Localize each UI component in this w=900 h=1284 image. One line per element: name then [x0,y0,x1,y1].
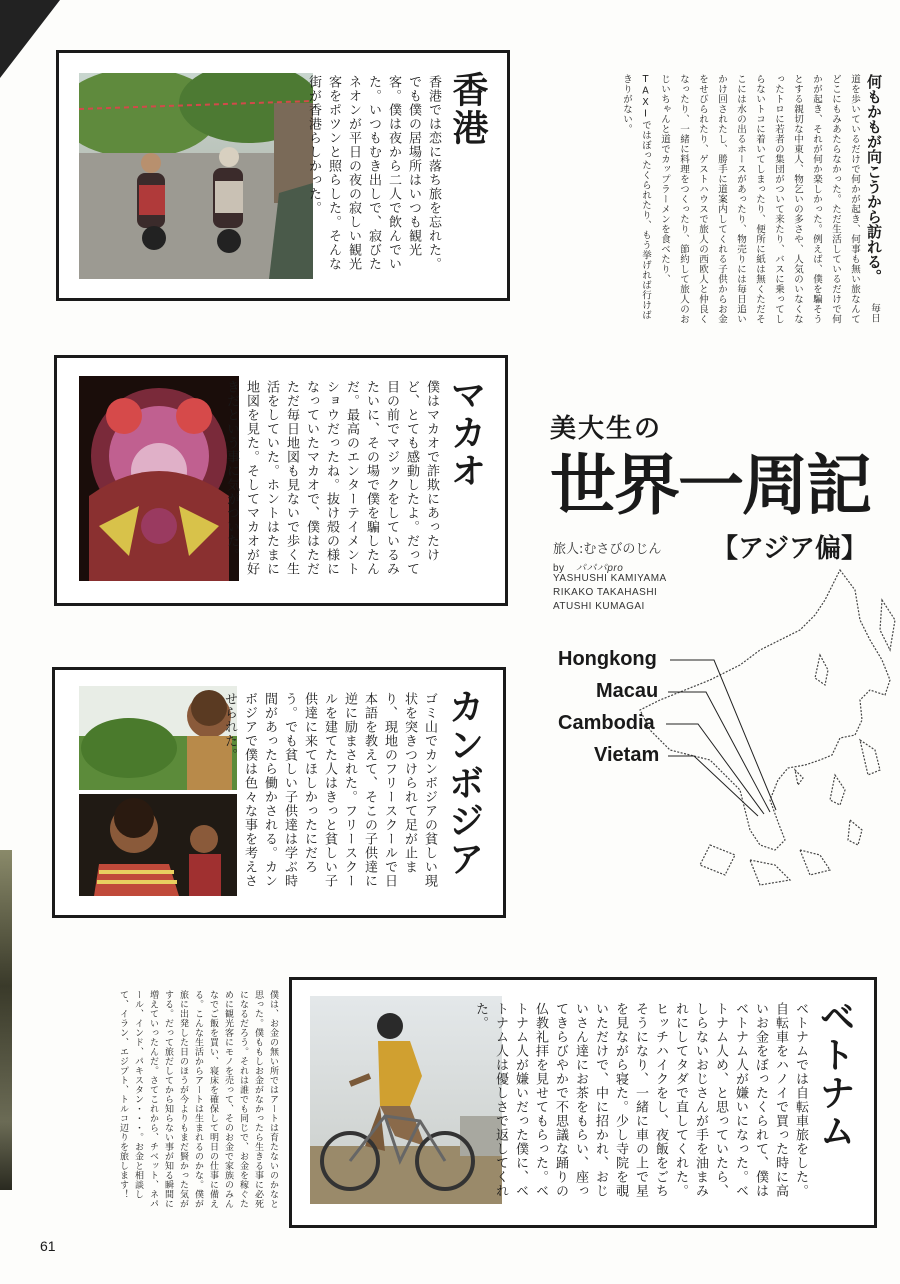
hongkong-title: 香港 [447,71,488,147]
credit-name-1: YASHUSHI KAMIYAMA [553,573,667,584]
cambodia-box [52,667,506,918]
macau-photo [79,376,239,581]
cambodia-text: ゴミ山でカンボジアの貧しい現状を突きつけられて足が止まり、現地のフリースクールで日本語を教えて、そこの子供達に逆に励まされた。フリースクールを建てた人はきっと貧しい子供達に来てほしかったにだろう。でも貧しい子供達は学ぶ時間があったら働かされる。カンボジアで僕は色々な事を考えさせられた。 [222,692,437,888]
page-number: 61 [40,1238,56,1254]
article-main-title: 世界一周記 [550,447,870,524]
page-edge-strip [0,850,12,1190]
intro-text: 毎日道を歩いているだけで何かが起き、何事も無い旅なんてどこにもみあたらなかった。ただ生活しているだけで何かが起き、それが何か楽しかった。例えば、僕を騙そうとする親切な中東人、物乞いの多さや、人気のいなくなったトロに若者の集団がついて来たり、バスに乗ってしらないトコに着いてしまったり、便所に紙は無くただそこには水の出るホースがあったり、物売りには毎日追いかけ回されたし、勝手に道案内してくれる子供からお金をせびられたり、ゲストハウスで旅人の西欧人と仲良くなったり、一緒に料理をつくったり、節約して旅人のおじいちゃんと道でカップラーメンを食べたり、TAXIではぼったくられたり、もう挙げれば行けばきりがない。 [621,74,880,324]
map-label-cambodia: Cambodia [558,712,655,734]
credit-name-2: RIKAKO TAKAHASHI [553,587,658,598]
map-label-hongkong: Hongkong [558,648,657,670]
page-corner-decoration [0,0,60,78]
macau-title: マカオ [445,376,486,490]
hongkong-text: 香港では恋に落ち旅を忘れた。でも僕の居場所はいつも観光客。僕は夜から二人で飲んでいた。いつもむき出しで、寂びたネオンが平日の夜の寂しい観光客をポツンと照らした。そんな街が香港らしかった。 [306,75,441,271]
vietnam-title: ベトナム [814,998,855,1150]
closing-column: 僕は、お金の無い所ではアートは育たないのかなと思った。僕ももしお金がなかったら生きる事に必死になるだろう。それは誰でも同じで、お金を稼ぐために観光客にモノを売って、そのお金で家族のみんなでご飯を買い、寝床を確保して明日の仕事に備える。こんな生活からアートは生まれるのかな。僕が旅に出発した日のほうが今よりもまだ賢かった気がする。だって旅だしてから知らない事が知る瞬間に増えていったんだ。さてこれから、チベット、ネパール、インド、パキスタン・・・。お金と相談して、イラン、エジプト、トルコ辺りを旅します！ [118,990,278,1209]
intro-column [549,74,884,324]
article-subtitle: 【アジア偏】 [712,534,867,564]
hongkong-photo [79,73,313,279]
macau-box [54,355,508,606]
macau-text: 僕はマカオで詐欺にあったけど、とても感動したよ。だって目の前でマジックをしているみたいに、その場で僕を騙したんだ。最高のエンターテイメントショウだったね。抜け殻の様になっていたマカオで、僕はただただ毎日地図も見ないで歩く生活をしていた。ホントはたまに地図を見た。そしてマカオが好きだという事に気がついた。 [224,380,439,576]
vietnam-box [289,977,877,1228]
map-label-vietam: Vietam [594,744,660,766]
map-label-macau: Macau [596,680,659,702]
by-name: パパパpro [575,563,624,574]
hongkong-box [56,50,510,301]
article-kicker: 美大生の [550,414,663,444]
cambodia-photo-top [79,686,237,790]
credit-name-3: ATUSHI KUMAGAI [553,601,645,612]
cambodia-title: カンボジア [443,688,484,878]
vietnam-text: ベトナムでは自転車旅をした。自転車をハノイで買った時に高いお金をぼったくられて、僕はベトナム人が嫌いになった。ベトナム人め、と思っていたら、しらないおじさんが手を油まみれにしてタダで直してくれた。ヒッチハイクをし、夜飯をごちそうになり、一緒に車の上で星を見ながら寝た。少し寺院を覗いただけで、中に招かれ、おじいさん達にお茶をもらい、座ってきらびやかで不思議な踊りの仏教礼拝を見せてもらった。ベトナム人が嫌いだった僕に、ベトナム人は優しさで返してくれた。 [473,1002,808,1198]
by-label: by [553,563,565,574]
traveler-credit: 旅人:むさびのじん [553,542,662,557]
cambodia-photo-bottom [79,794,237,896]
intro-heading: 何もかもが向こうから訪れる。 [865,74,883,284]
